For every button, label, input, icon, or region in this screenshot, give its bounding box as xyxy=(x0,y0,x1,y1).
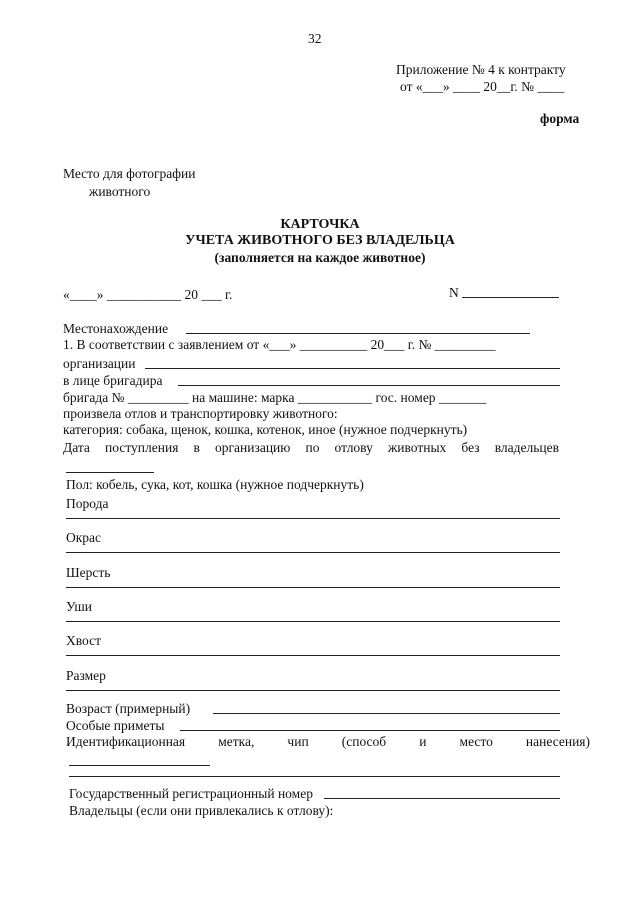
title-line-1: КАРТОЧКА xyxy=(280,217,360,232)
title-line-2: УЧЕТА ЖИВОТНОГО БЕЗ ВЛАДЕЛЬЦА xyxy=(185,233,455,248)
color-label: Окрас xyxy=(66,530,102,545)
breed-label: Порода xyxy=(66,496,109,511)
breed-line xyxy=(66,518,560,519)
statement-text: 1. В соответствии с заявлением от «___» __________ 20___ г. № _________ xyxy=(63,337,496,352)
age-line xyxy=(213,713,560,714)
sex-text: Пол: кобель, сука, кот, кошка (нужное подчеркнуть) xyxy=(66,477,364,492)
foreman-line xyxy=(178,385,560,386)
reg-number-label: Государственный регистрационный номер xyxy=(69,786,313,801)
number-line xyxy=(462,297,559,298)
organization-line xyxy=(145,368,560,369)
reg-number-line xyxy=(324,798,560,799)
id-mark-line-short xyxy=(69,765,210,766)
date-field: «____» ___________ 20 ___ г. xyxy=(63,287,233,302)
arrival-date-text: Дата поступления в организацию по отлову животных без владельцев xyxy=(63,440,559,455)
owners-label: Владельцы (если они привлекались к отлову): xyxy=(69,803,334,818)
appendix-line-1: Приложение № 4 к контракту xyxy=(396,62,566,77)
appendix-line-2: от «___» ____ 20__г. № ____ xyxy=(400,79,565,94)
color-line xyxy=(66,552,560,553)
catch-text: произвела отлов и транспортировку животного: xyxy=(63,406,338,421)
title-line-3: (заполняется на каждое животное) xyxy=(214,250,426,265)
photo-place-line-2: животного xyxy=(89,184,151,199)
tail-label: Хвост xyxy=(66,633,102,648)
form-label: форма xyxy=(540,111,580,126)
marks-label: Особые приметы xyxy=(66,718,165,733)
number-label: N xyxy=(449,285,459,300)
arrival-date-line xyxy=(66,472,154,473)
ears-line xyxy=(66,621,560,622)
id-mark-line-long xyxy=(69,776,560,777)
age-label: Возраст (примерный) xyxy=(66,701,191,716)
photo-place-line-1: Место для фотографии xyxy=(63,166,196,181)
brigade-text: бригада № _________ на машине: марка ___________ гос. номер _______ xyxy=(63,390,487,405)
id-mark-text: Идентификационная метка, чип (способ и место нанесения) xyxy=(66,734,590,749)
marks-line xyxy=(180,730,560,731)
size-label: Размер xyxy=(66,668,106,683)
fur-label: Шерсть xyxy=(66,565,111,580)
ears-label: Уши xyxy=(66,599,92,614)
page-number: 32 xyxy=(308,31,322,46)
category-text: категория: собака, щенок, кошка, котенок, иное (нужное подчеркнуть) xyxy=(63,422,468,437)
location-line xyxy=(186,333,530,334)
location-label: Местонахождение xyxy=(63,321,169,336)
organization-label: организации xyxy=(63,356,136,371)
size-line xyxy=(66,690,560,691)
foreman-label: в лице бригадира xyxy=(63,373,163,388)
tail-line xyxy=(66,655,560,656)
fur-line xyxy=(66,587,560,588)
